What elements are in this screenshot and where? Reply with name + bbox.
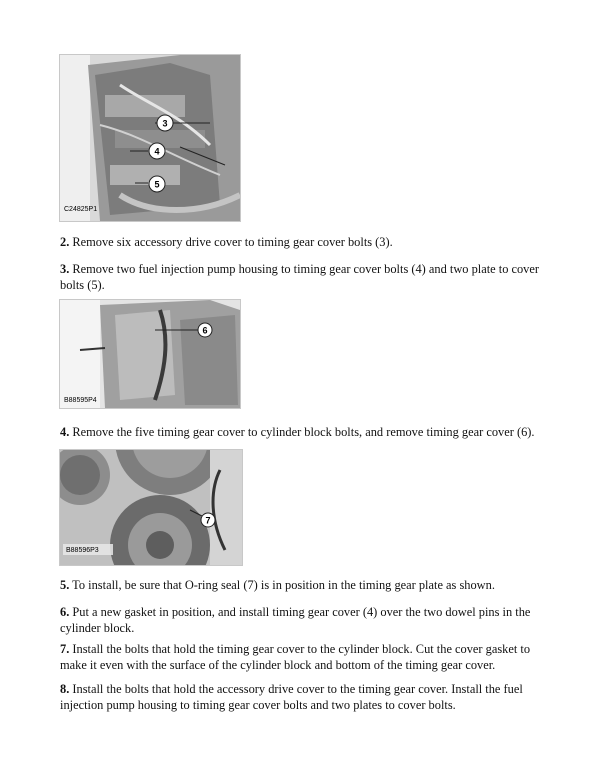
step-5: 5. To install, be sure that O-ring seal (7) is in position in the timing gear plate as shown. bbox=[60, 578, 495, 592]
figure-code: C24825P1 bbox=[64, 206, 98, 213]
figure-o-ring-seal bbox=[59, 449, 243, 566]
engine-photo-3 bbox=[60, 450, 242, 565]
step-7: 7. Install the bolts that hold the timing gear cover to the cylinder block. Cut the cover gasket to make it even with the surface of the cylinder block and bottom of the timing gear cover. bbox=[60, 642, 531, 672]
step-4: 4. Remove the five timing gear cover to cylinder block bolts, and remove timing gear cover (6). bbox=[60, 425, 535, 439]
step-8: 8. Install the bolts that hold the accessory drive cover to the timing gear cover. Install the fuel injection pump housing to timing gear cover bolts and two plates to cover bolts. bbox=[60, 682, 523, 712]
callout-4: 4 bbox=[154, 146, 160, 157]
callout-5: 5 bbox=[154, 179, 160, 190]
figure-timing-gear-cover bbox=[59, 299, 241, 409]
figure-accessory-drive-cover bbox=[59, 54, 241, 222]
engine-photo-2 bbox=[60, 300, 240, 408]
step-6: 6. Put a new gasket in position, and install timing gear cover (4) over the two dowel pins in the cylinder block. bbox=[60, 605, 531, 635]
callout-3: 3 bbox=[162, 118, 168, 129]
callout-7: 7 bbox=[205, 515, 211, 526]
step-2: 2. Remove six accessory drive cover to timing gear cover bolts (3). bbox=[60, 235, 393, 249]
figure-code: B88596P3 bbox=[66, 547, 99, 554]
engine-photo-1 bbox=[60, 55, 240, 221]
callout-6: 6 bbox=[202, 325, 208, 336]
figure-code: B88595P4 bbox=[64, 397, 97, 404]
step-3: 3. Remove two fuel injection pump housing to timing gear cover bolts (4) and two plate to cover bolts (5). bbox=[60, 262, 540, 292]
